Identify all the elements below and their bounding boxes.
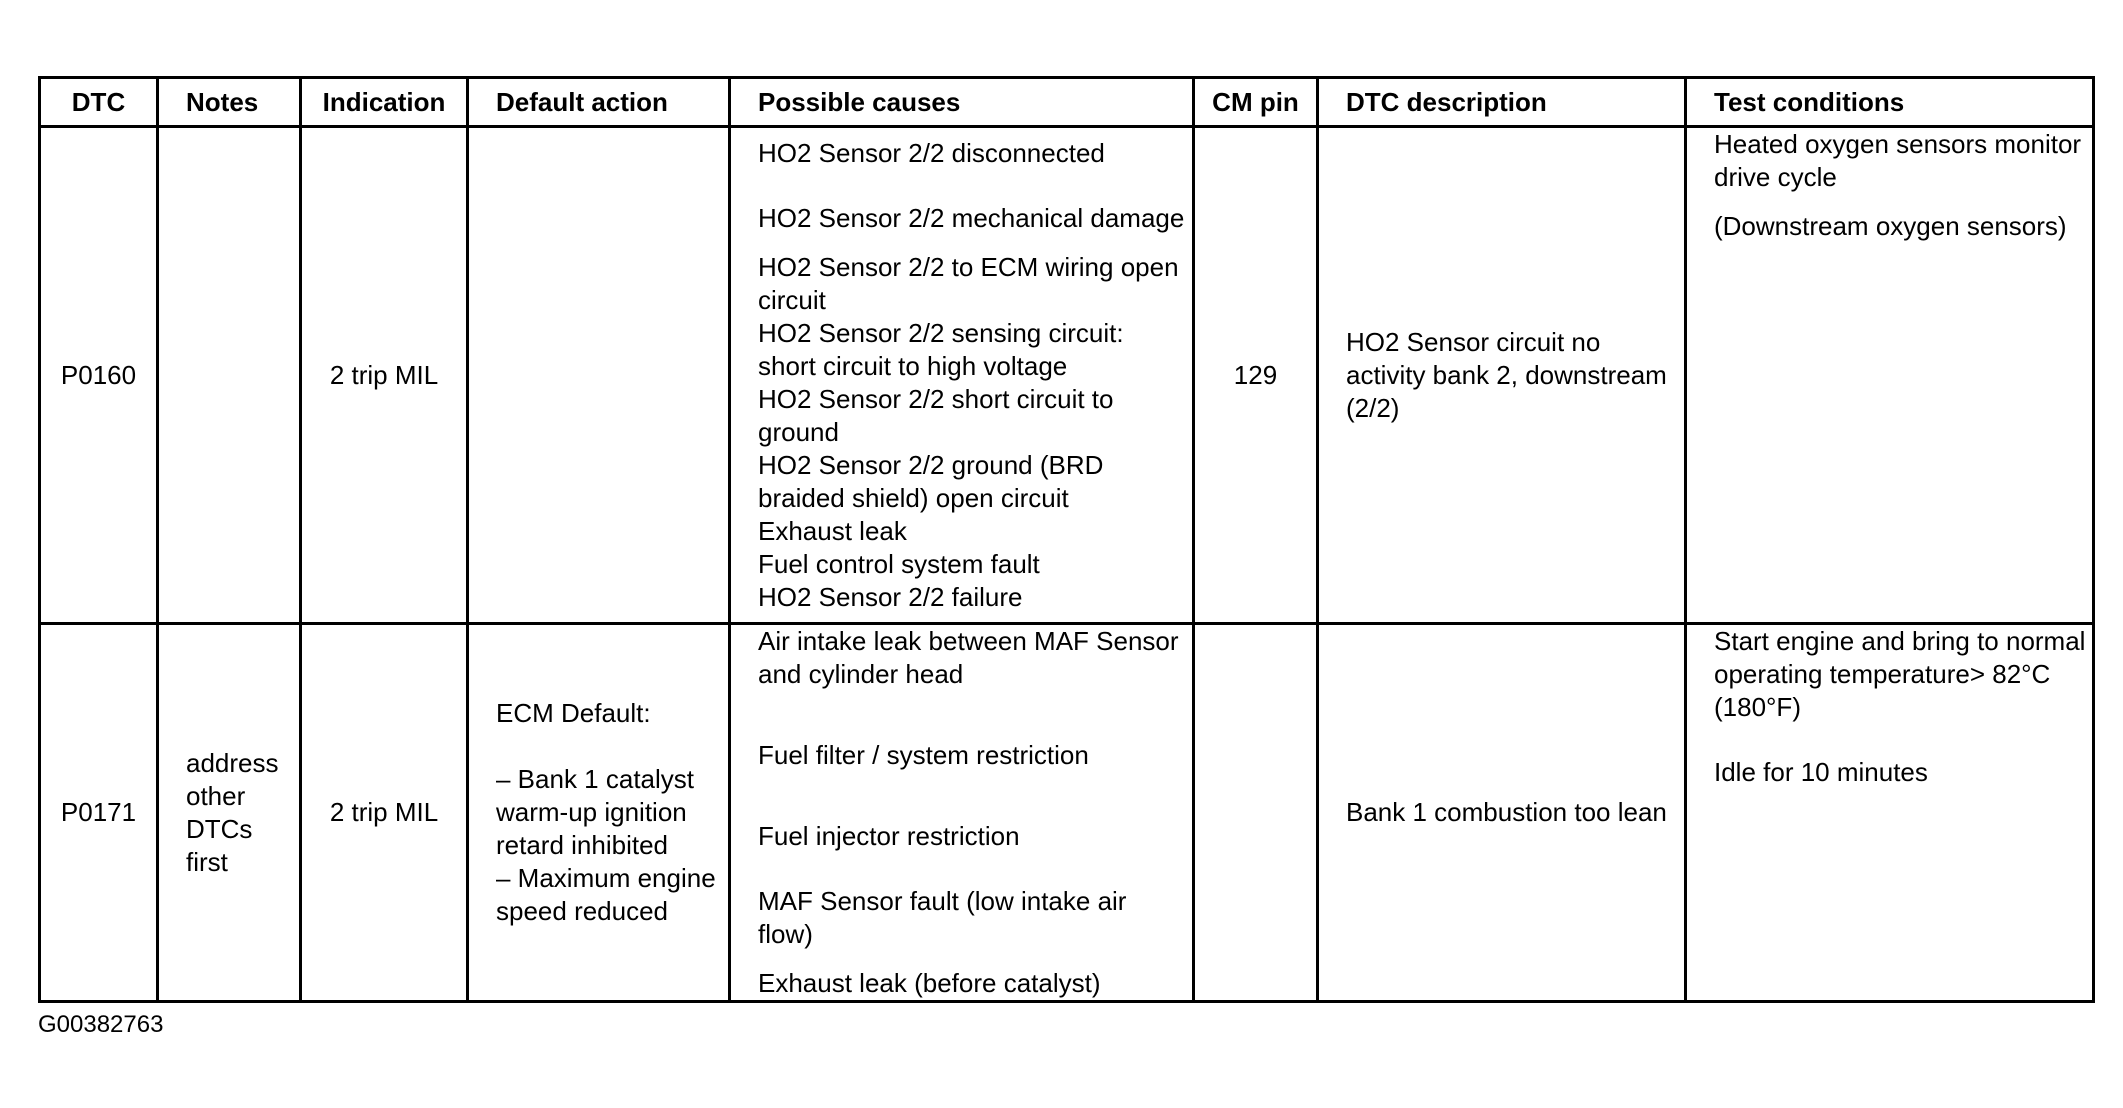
cause-item: Exhaust leak [758,515,907,546]
cause-item: Fuel injector restriction [758,821,1020,851]
cause-item: Exhaust leak (before catalyst) [758,968,1101,998]
header-notes: Notes [158,78,301,127]
cause-item: HO2 Sensor 2/2 sensing circuit: short circuit to high voltage [758,317,1124,381]
cell-dtc-description: Bank 1 combustion too lean [1318,624,1686,1002]
cell-dtc-description: HO2 Sensor circuit no activity bank 2, downstream (2/2) [1318,127,1686,624]
cell-dtc: P0171 [40,624,158,1002]
table-row [40,624,2094,1002]
header-default-action: Default action [468,78,730,127]
cause-item: Fuel control system fault [758,548,1040,579]
cause-item: Air intake leak between MAF Sensor and cylinder head [758,626,1179,689]
cell-indication: 2 trip MIL [301,127,468,624]
cell-notes [158,127,301,624]
cell-test-conditions [1686,624,2094,1002]
cell-indication: 2 trip MIL [301,624,468,1002]
header-dtc: DTC [40,78,158,127]
test-condition-item: Heated oxygen sensors monitor drive cycle [1714,129,2082,192]
header-test-conditions: Test conditions [1686,78,2094,127]
cell-default-action [468,127,730,624]
cell-possible-causes [730,624,1194,1002]
default-action-item: – Bank 1 catalyst warm-up ignition retard inhibited [496,764,694,860]
test-condition-item: Start engine and bring to normal operating temperature> 82°C (180°F) [1714,626,2086,722]
test-condition-item: Idle for 10 minutes [1714,757,1928,787]
cause-item: HO2 Sensor 2/2 short circuit to ground [758,383,1114,447]
figure-id: G00382763 [38,1011,164,1038]
header-cm-pin: CM pin [1194,78,1318,127]
cell-cm-pin: 129 [1194,127,1318,624]
cause-item: MAF Sensor fault (low intake air flow) [758,886,1127,949]
cause-item: HO2 Sensor 2/2 to ECM wiring open circuit [758,251,1179,315]
test-condition-item: (Downstream oxygen sensors) [1714,211,2067,241]
cell-test-conditions [1686,127,2094,624]
cause-item: HO2 Sensor 2/2 ground (BRD braided shield) open circuit [758,449,1104,513]
cell-notes: address other DTCs first [158,624,301,1002]
cell-default-action [468,624,730,1002]
cell-cm-pin [1194,624,1318,1002]
cell-possible-causes [730,127,1194,624]
default-action-item: – Maximum engine speed reduced [496,863,716,926]
cause-item: HO2 Sensor 2/2 mechanical damage [758,202,1185,233]
cell-dtc: P0160 [40,127,158,624]
header-possible-causes: Possible causes [730,78,1194,127]
default-action-title: ECM Default: [496,698,651,728]
cause-item: Fuel filter / system restriction [758,740,1089,770]
cause-item: HO2 Sensor 2/2 failure [758,581,1023,612]
table-row [40,127,2094,624]
dtc-table [38,76,2095,1003]
header-dtc-description: DTC description [1318,78,1686,127]
table-header-row [40,78,2094,127]
header-indication: Indication [301,78,468,127]
cause-item: HO2 Sensor 2/2 disconnected [758,137,1105,168]
